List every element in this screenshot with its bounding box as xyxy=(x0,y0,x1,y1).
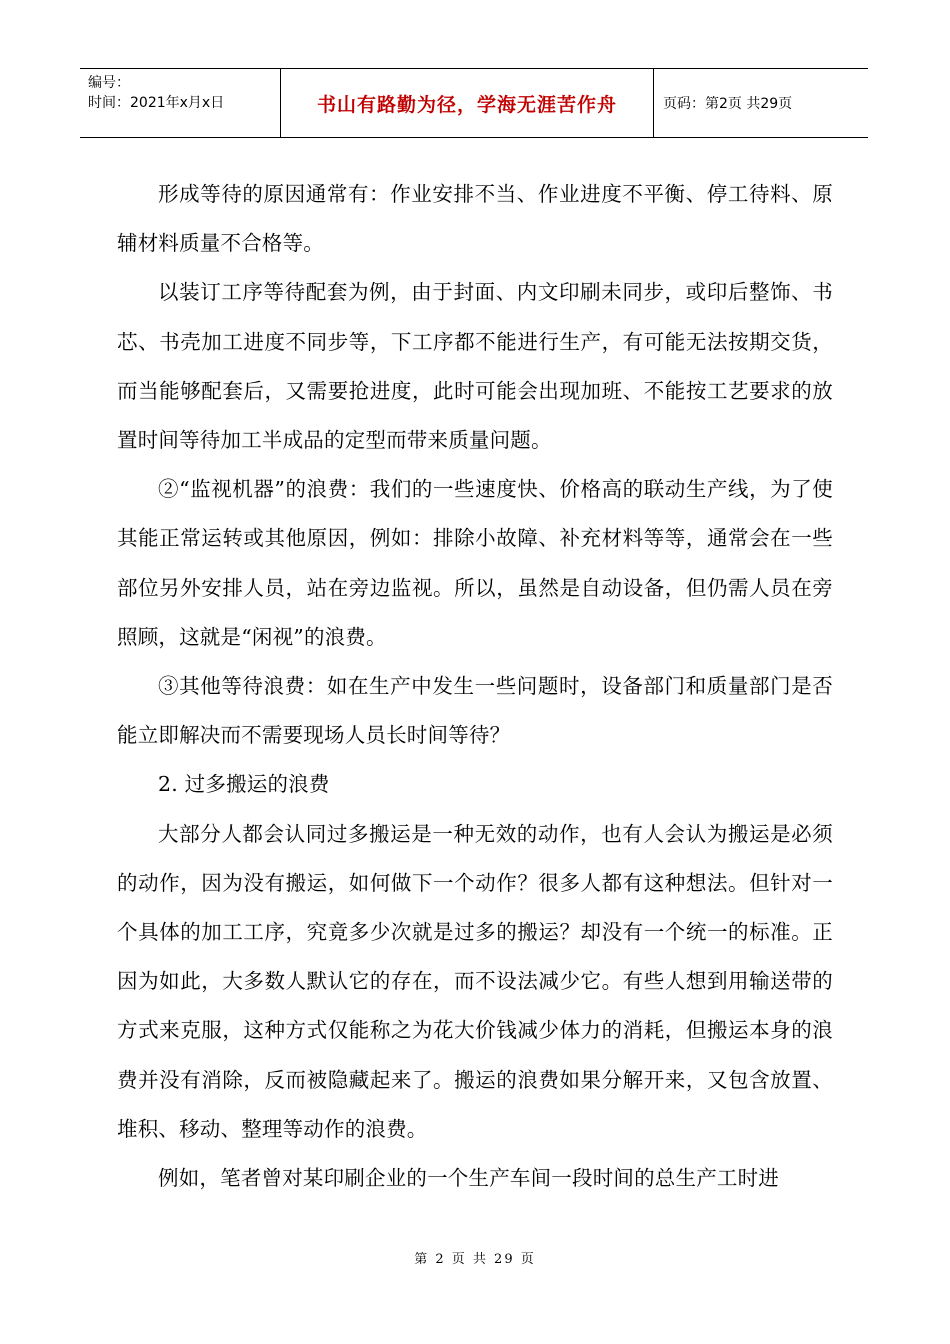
paragraph: 大部分人都会认同过多搬运是一种无效的动作，也有人会认为搬运是必须的动作，因为没有搬运，如何做下一个动作？很多人都有这种想法。但针对一个具体的加工工序，究竟多少次就是过多的搬运？却没有一个统一的标准。正因为如此，大多数人默认它的存在，而不设法减少它。有些人想到用输送带的方式来克服，这种方式仅能称之为花大价钱减少体力的消耗，但搬运本身的浪费并没有消除，反而被隐藏起来了。搬运的浪费如果分解开来，又包含放置、堆积、移动、整理等动作的浪费。 xyxy=(117,821,833,1141)
header-meta-cell xyxy=(80,69,281,137)
page-footer: 第 2 页 共 29 页 xyxy=(414,1252,536,1267)
section-heading: 2. 过多搬运的浪费 xyxy=(158,772,330,797)
header-motto: 书山有路勤为径，学海无涯苦作舟 xyxy=(281,69,654,137)
paragraph: 例如，笔者曾对某印刷企业的一个生产车间一段时间的总生产工时进 xyxy=(158,1166,779,1191)
date-label: 时间：2021年x月x日 xyxy=(88,95,225,111)
paragraph: 以装订工序等待配套为例，由于封面、内文印刷未同步，或印后整饰、书芯、书壳加工进度不同步等，下工序都不能进行生产，有可能无法按期交货，而当能够配套后，又需要抢进度，此时可能会出现加班、不能按工艺要求的放置时间等待加工半成品的定型而带来质量问题。 xyxy=(117,280,833,453)
paragraph: ②“监视机器”的浪费：我们的一些速度快、价格高的联动生产线，为了使其能正常运转或其他原因，例如：排除小故障、补充材料等等，通常会在一些部位另外安排人员，站在旁边监视。所以，虽然是自动设备，但仍需人员在旁照顾，这就是“闲视”的浪费。 xyxy=(117,477,833,649)
page-header xyxy=(80,68,868,138)
document-body xyxy=(117,170,833,1203)
number-label: 编号： xyxy=(88,75,130,91)
paragraph: 形成等待的原因通常有：作业安排不当、作业进度不平衡、停工待料、原辅材料质量不合格等。 xyxy=(117,182,833,256)
paragraph: ③其他等待浪费：如在生产中发生一些问题时，设备部门和质量部门是否能立即解决而不需要现场人员长时间等待？ xyxy=(117,674,833,748)
header-page-info: 页码：第2页 共29页 xyxy=(663,96,793,112)
